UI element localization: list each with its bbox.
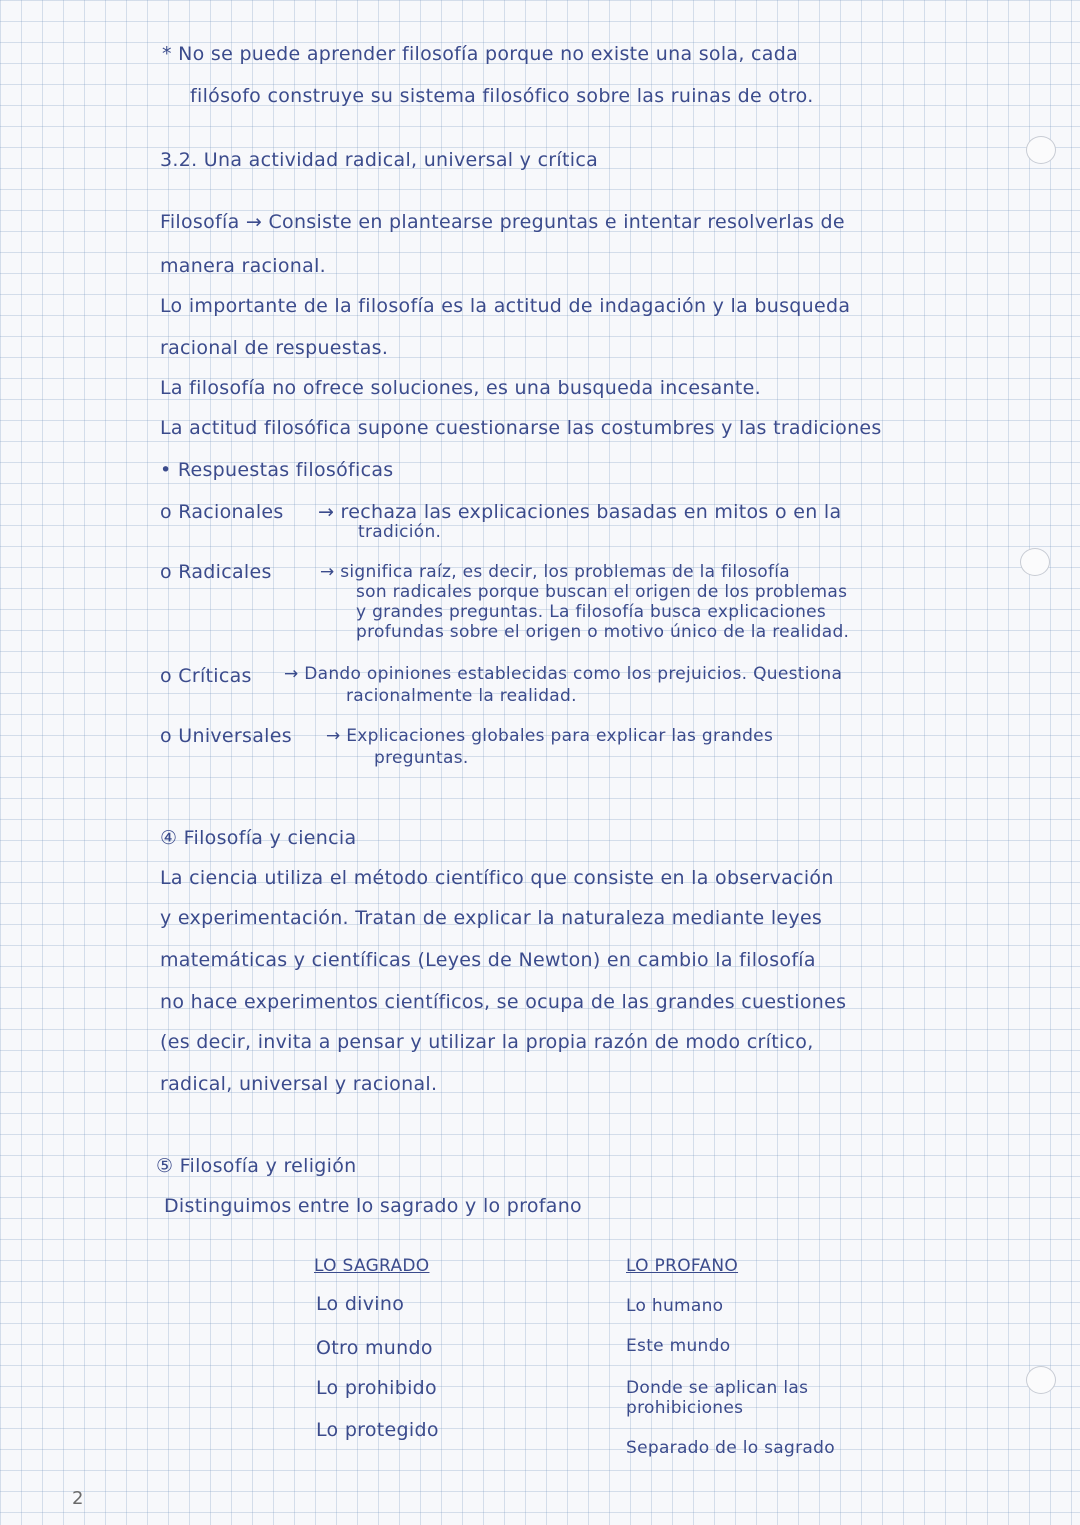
item-text: preguntas. [374,748,469,768]
profano-item: Separado de lo sagrado [626,1438,835,1458]
item-text: tradición. [358,522,442,542]
profano-item: Lo humano [626,1296,724,1316]
sagrado-item: Lo divino [316,1293,405,1315]
paragraph-line: y experimentación. Tratan de explicar la naturaleza mediante leyes [160,907,823,929]
paragraph-line: La filosofía no ofrece soluciones, es una busqueda incesante. [160,377,761,399]
paragraph-line: La ciencia utiliza el método científico que consiste en la observación [160,867,834,889]
item-text: → significa raíz, es decir, los problemas de la filosofía [320,562,791,582]
paragraph-line: racional de respuestas. [160,337,389,359]
paragraph-line: radical, universal y racional. [160,1073,438,1095]
section-title: ④ Filosofía y ciencia [160,827,357,849]
profano-header: LO PROFANO [626,1256,739,1276]
sagrado-item: Otro mundo [316,1337,433,1359]
section-title: 3.2. Una actividad radical, universal y crítica [160,149,599,171]
binder-hole-bottom [1026,1366,1056,1394]
page-number: 2 [72,1488,84,1509]
top-note-line: * No se puede aprender filosofía porque no existe una sola, cada [162,43,799,65]
item-text: → Explicaciones globales para explicar las grandes [326,726,774,746]
item-label: o Críticas [160,665,252,687]
item-text: → rechaza las explicaciones basadas en mitos o en la [318,501,842,523]
item-label: o Racionales [160,501,284,523]
top-note-line: filósofo construye su sistema filosófico sobre las ruinas de otro. [190,85,814,107]
bullet-heading: • Respuestas filosóficas [160,459,394,481]
paragraph-line: Distinguimos entre lo sagrado y lo profano [164,1195,582,1217]
section-title: ⑤ Filosofía y religión [156,1155,357,1177]
paragraph-line: Filosofía → Consiste en plantearse preguntas e intentar resolverlas de [160,211,845,233]
binder-hole-top [1026,136,1056,164]
item-label: o Radicales [160,561,272,583]
paragraph-line: no hace experimentos científicos, se ocupa de las grandes cuestiones [160,991,847,1013]
item-text: racionalmente la realidad. [346,686,577,706]
profano-item: Este mundo [626,1336,731,1356]
sagrado-item: Lo protegido [316,1419,439,1441]
paragraph-line: Lo importante de la filosofía es la actitud de indagación y la busqueda [160,295,851,317]
profano-item: prohibiciones [626,1398,744,1418]
binder-hole-middle [1020,548,1050,576]
item-label: o Universales [160,725,292,747]
paragraph-line: La actitud filosófica supone cuestionarse las costumbres y las tradiciones [160,417,882,439]
paragraph-line: manera racional. [160,255,326,277]
profano-item: Donde se aplican las [626,1378,809,1398]
item-text: son radicales porque buscan el origen de los problemas [356,582,848,602]
item-text: y grandes preguntas. La filosofía busca explicaciones [356,602,827,622]
item-text: → Dando opiniones establecidas como los prejuicios. Questiona [284,664,843,684]
sagrado-item: Lo prohibido [316,1377,437,1399]
sagrado-header: LO SAGRADO [314,1256,430,1276]
paragraph-line: (es decir, invita a pensar y utilizar la propia razón de modo crítico, [160,1031,814,1053]
item-text: profundas sobre el origen o motivo único de la realidad. [356,622,850,642]
paragraph-line: matemáticas y científicas (Leyes de Newton) en cambio la filosofía [160,949,816,971]
